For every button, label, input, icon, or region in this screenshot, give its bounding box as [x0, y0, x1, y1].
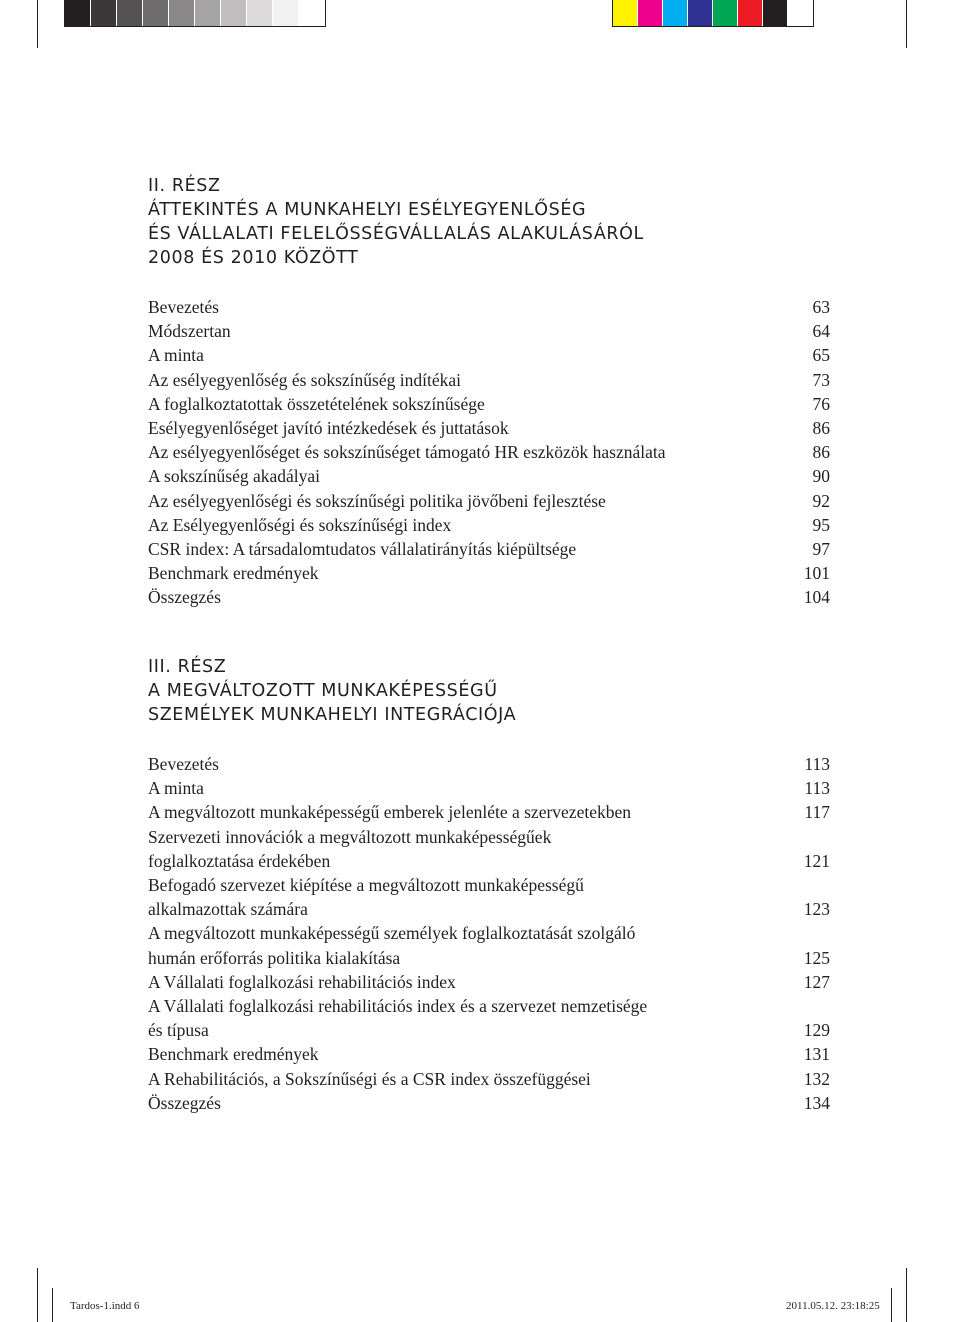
toc-entry[interactable]: [148, 1091, 830, 1115]
toc-entry-title: A minta: [148, 345, 204, 366]
footer-date: 2011.05.12. 23:18:25: [786, 1300, 880, 1312]
toc-entry-title: Összegzés: [148, 1092, 221, 1113]
gray-swatch: [221, 0, 247, 26]
part3-toc: [148, 752, 830, 1115]
toc-entry-page: 86: [812, 442, 830, 463]
toc-entry[interactable]: [148, 1067, 830, 1091]
toc-entry[interactable]: [148, 416, 830, 440]
toc-entry-page: 113: [804, 778, 830, 799]
color-swatch: [613, 0, 638, 26]
toc-entry-title: Az esélyegyenlőséget és sokszínűséget támogató HR eszközök használata: [148, 442, 666, 463]
toc-entry-title: Bevezetés: [148, 754, 219, 774]
toc-entry[interactable]: [148, 921, 830, 969]
gray-swatch: [117, 0, 143, 26]
toc-entry-page: 125: [803, 947, 830, 968]
toc-entry-title: A minta: [148, 778, 204, 799]
toc-entry-title: A megváltozott munkaképességű személyek foglalkoztatását szolgáló humán erőforrás politika kialakítása: [148, 923, 636, 968]
crop-mark-top-right: [906, 0, 907, 48]
toc-entry-page: 101: [803, 563, 830, 584]
toc-entry[interactable]: [148, 800, 830, 824]
toc-entry-page: 117: [804, 802, 830, 823]
gray-swatch: [247, 0, 273, 26]
toc-entry[interactable]: [148, 343, 830, 367]
toc-entry-page: 63: [812, 297, 830, 317]
part2-title-line3: 2008 ÉS 2010 KÖZÖTT: [148, 248, 359, 268]
toc-entry[interactable]: [148, 513, 830, 537]
toc-entry-title: Benchmark eredmények: [148, 1044, 319, 1065]
grayscale-registration-bar: [64, 0, 326, 27]
part3-heading: [148, 655, 516, 727]
crop-mark-bottom-right-inner: [891, 1288, 892, 1322]
toc-entry[interactable]: [148, 776, 830, 800]
toc-entry-title: A Vállalati foglalkozási rehabilitációs index: [148, 971, 456, 992]
crop-mark-bottom-right: [906, 1268, 907, 1322]
toc-entry-title: Az esélyegyenlőségi és sokszínűségi politika jövőbeni fejlesztése: [148, 490, 606, 511]
toc-entry-title: A megváltozott munkaképességű emberek jelenléte a szervezetekben: [148, 802, 631, 823]
gray-swatch: [299, 0, 325, 26]
part2-title-line2: ÉS VÁLLALATI FELELŐSSÉGVÁLLALÁS ALAKULÁSÁRÓL: [148, 224, 644, 244]
toc-entry-page: 127: [803, 971, 830, 992]
toc-entry-title: A foglalkoztatottak összetételének sokszínűsége: [148, 393, 485, 414]
part3-label: III. RÉSZ: [148, 657, 227, 677]
toc-entry-title: Módszertan: [148, 321, 231, 342]
part3-title-line2: SZEMÉLYEK MUNKAHELYI INTEGRÁCIÓJA: [148, 705, 517, 725]
color-swatch: [763, 0, 788, 26]
toc-entry-title: Az Esélyegyenlőségi és sokszínűségi index: [148, 514, 452, 535]
color-registration-bar: [612, 0, 814, 27]
toc-entry-title: A Vállalati foglalkozási rehabilitációs index és a szervezet nemzetisége és típusa: [148, 996, 648, 1041]
toc-entry-page: 129: [803, 1020, 830, 1041]
toc-entry-page: 131: [803, 1044, 830, 1065]
toc-entry[interactable]: [148, 825, 830, 873]
toc-entry[interactable]: [148, 994, 830, 1042]
toc-entry[interactable]: [148, 752, 830, 776]
color-swatch: [788, 0, 813, 26]
toc-entry-page: 95: [812, 514, 830, 535]
toc-entry-page: 123: [803, 899, 830, 920]
gray-swatch: [195, 0, 221, 26]
crop-mark-top-left: [37, 0, 38, 48]
gray-swatch: [169, 0, 195, 26]
toc-entry-title: Az esélyegyenlőség és sokszínűség indítékai: [148, 369, 461, 390]
toc-entry[interactable]: [148, 295, 830, 319]
toc-entry-page: 65: [812, 345, 830, 366]
color-swatch: [688, 0, 713, 26]
gray-swatch: [65, 0, 91, 26]
toc-entry-title: Befogadó szervezet kiépítése a megváltozott munkaképességű alkalmazottak számára: [148, 875, 584, 920]
toc-entry-title: Benchmark eredmények: [148, 563, 319, 584]
toc-entry-page: 134: [803, 1092, 830, 1113]
toc-entry-title: Esélyegyenlőséget javító intézkedések és juttatások: [148, 418, 509, 439]
toc-entry-page: 92: [812, 490, 830, 511]
color-swatch: [663, 0, 688, 26]
toc-entry-title: A sokszínűség akadályai: [148, 466, 321, 487]
toc-entry[interactable]: [148, 464, 830, 488]
color-swatch: [738, 0, 763, 26]
toc-entry-title: Szervezeti innovációk a megváltozott munkaképességűek foglalkoztatása érdekében: [148, 826, 552, 871]
gray-swatch: [143, 0, 169, 26]
part2-heading: [148, 174, 644, 270]
toc-entry[interactable]: [148, 440, 830, 464]
toc-entry-page: 97: [812, 539, 830, 560]
color-swatch: [713, 0, 738, 26]
toc-entry-page: 132: [803, 1068, 830, 1089]
toc-entry-page: 73: [812, 369, 830, 390]
part2-toc: [148, 295, 830, 610]
toc-entry[interactable]: [148, 489, 830, 513]
gray-swatch: [91, 0, 117, 26]
toc-entry-title: Összegzés: [148, 587, 221, 608]
toc-entry[interactable]: [148, 873, 830, 921]
toc-entry-page: 104: [803, 587, 830, 608]
toc-entry-page: 113: [804, 754, 830, 774]
crop-mark-bottom-left-inner: [52, 1288, 53, 1322]
toc-entry[interactable]: [148, 1042, 830, 1066]
part2-title-line1: ÁTTEKINTÉS A MUNKAHELYI ESÉLYEGYENLŐSÉG: [148, 200, 587, 220]
toc-entry-page: 90: [812, 466, 830, 487]
toc-entry[interactable]: [148, 392, 830, 416]
part3-title-line1: A MEGVÁLTOZOTT MUNKAKÉPESSÉGŰ: [148, 681, 498, 701]
toc-entry[interactable]: [148, 970, 830, 994]
toc-entry-title: CSR index: A társadalomtudatos vállalatirányítás kiépültsége: [148, 539, 577, 560]
toc-entry[interactable]: [148, 585, 830, 609]
footer-file: Tardos-1.indd 6: [70, 1300, 140, 1312]
toc-entry-page: 121: [803, 850, 830, 871]
color-swatch: [638, 0, 663, 26]
part2-label: II. RÉSZ: [148, 176, 221, 196]
gray-swatch: [273, 0, 299, 26]
toc-entry-page: 76: [812, 393, 830, 414]
toc-entry[interactable]: [148, 561, 830, 585]
toc-entry-page: 64: [812, 321, 830, 342]
toc-entry-title: A Rehabilitációs, a Sokszínűségi és a CSR index összefüggései: [148, 1068, 591, 1089]
toc-entry[interactable]: [148, 319, 830, 343]
toc-entry-page: 86: [812, 418, 830, 439]
toc-entry-title: Bevezetés: [148, 297, 219, 317]
crop-mark-bottom-left: [37, 1268, 38, 1322]
toc-entry[interactable]: [148, 537, 830, 561]
toc-entry[interactable]: [148, 368, 830, 392]
